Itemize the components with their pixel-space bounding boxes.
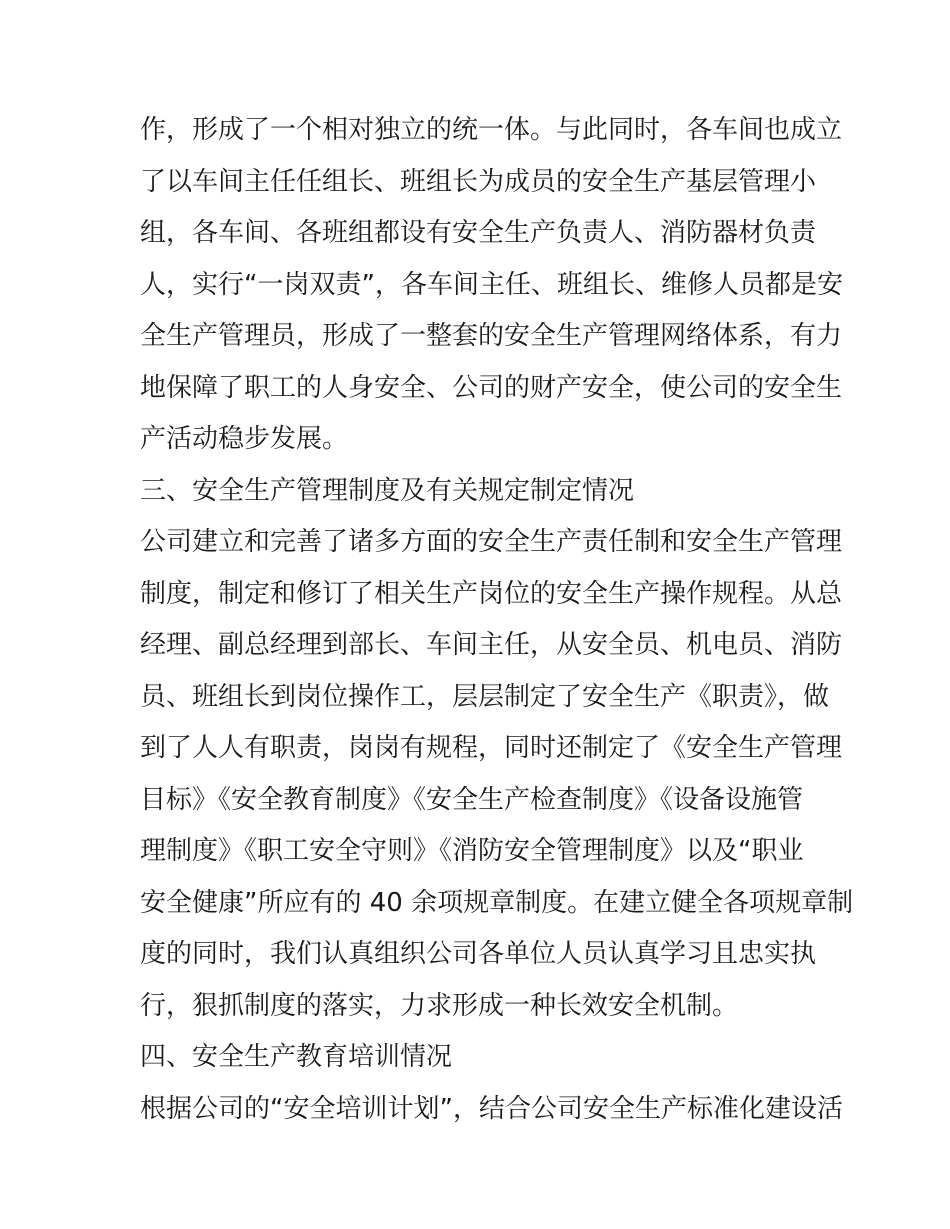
paragraph-line: 人，实行“一岗双责”，各车间主任、班组长、维修人员都是安	[140, 269, 843, 300]
paragraph-line: 制度，制定和修订了相关生产岗位的安全生产操作规程。从总	[140, 578, 843, 609]
paragraph-line: 行，狠抓制度的落实，力求形成一种长效安全机制。	[140, 990, 739, 1021]
paragraph-line: 根据公司的“安全培训计划”，结合公司安全生产标准化建设活	[140, 1093, 843, 1124]
paragraph-line: 产活动稳步发展。	[140, 424, 349, 454]
section-heading: 三、安全生产管理制度及有关规定制定情况	[140, 475, 635, 506]
paragraph-line: 理制度》《职工安全守则》《消防安全管理制度》以及“职业	[140, 836, 804, 866]
paragraph-line: 目标》《安全教育制度》《安全生产检查制度》《设备设施管	[140, 784, 804, 815]
paragraph-line: 安全健康”所应有的 40 余项规章制度。在建立健全各项规章制	[140, 887, 854, 918]
paragraph-line: 地保障了职工的人身安全、公司的财产安全，使公司的安全生	[140, 372, 843, 403]
paragraph-line: 到了人人有职责，岗岗有规程，同时还制定了《安全生产管理	[140, 733, 843, 763]
section-heading: 四、安全生产教育培训情况	[140, 1042, 453, 1072]
paragraph-line: 公司建立和完善了诸多方面的安全生产责任制和安全生产管理	[140, 527, 843, 557]
paragraph-line: 度的同时，我们认真组织公司各单位人员认真学习且忠实执	[140, 939, 817, 969]
paragraph-line: 经理、副总经理到部长、车间主任，从安全员、机电员、消防	[140, 630, 843, 660]
paragraph-line: 作，形成了一个相对独立的统一体。与此同时，各车间也成立	[140, 115, 843, 145]
paragraph-line: 了以车间主任任组长、班组长为成员的安全生产基层管理小	[140, 166, 817, 197]
paragraph-line: 员、班组长到岗位操作工，层层制定了安全生产《职责》，做	[140, 681, 830, 712]
paragraph-line: 全生产管理员，形成了一整套的安全生产管理网络体系，有力	[140, 321, 843, 351]
paragraph-line: 组，各车间、各班组都设有安全生产负责人、消防器材负责	[140, 218, 817, 248]
document-body	[140, 105, 854, 1135]
